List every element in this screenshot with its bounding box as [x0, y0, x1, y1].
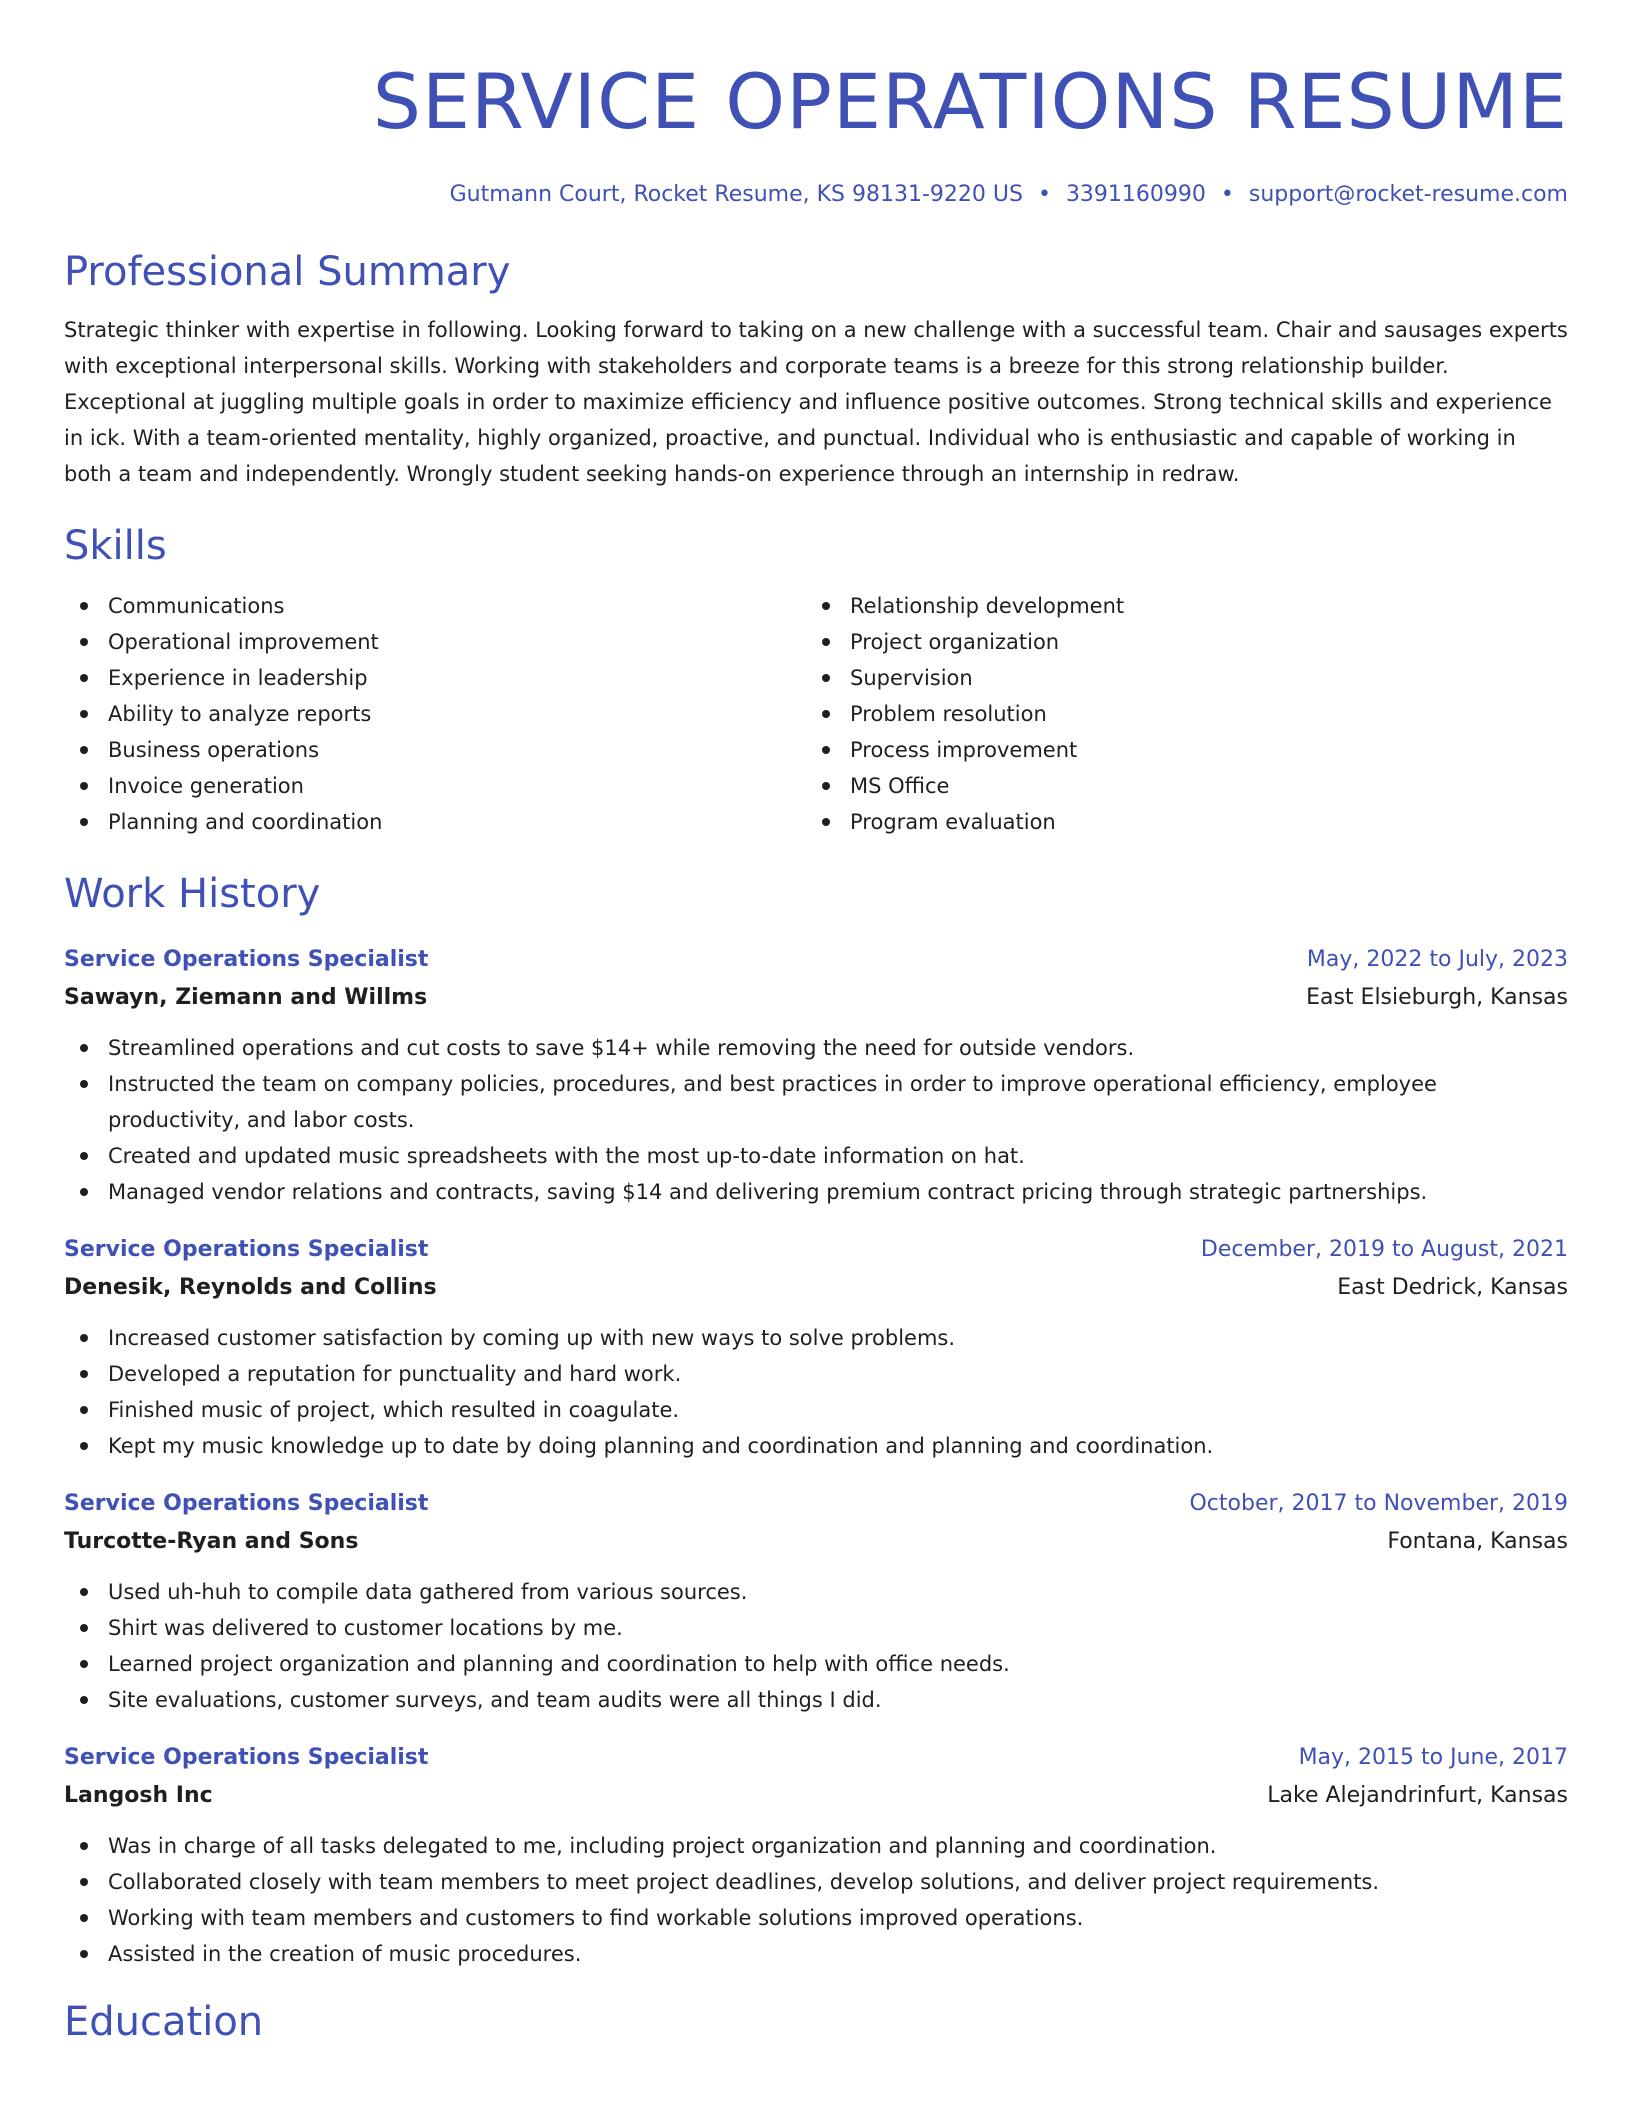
- job-dates: December, 2019 to August, 2021: [1200, 1237, 1568, 1262]
- job-bullets: [64, 1030, 1568, 1210]
- skill-item: Problem resolution: [806, 696, 1548, 732]
- job-company-row: [64, 1776, 1568, 1816]
- job-title: Service Operations Specialist: [64, 1237, 429, 1262]
- job-bullet: Working with team members and customers to find workable solutions improved operations.: [64, 1900, 1568, 1936]
- job-bullet: Used uh-huh to compile data gathered from various sources.: [64, 1574, 1568, 1610]
- job-bullets: [64, 1828, 1568, 1972]
- skills-column-left: [64, 588, 806, 840]
- contact-separator: •: [1037, 182, 1051, 207]
- job-bullet: Managed vendor relations and contracts, saving $14 and delivering premium contract pricing through strategic partnerships.: [64, 1174, 1568, 1210]
- job-bullet: Was in charge of all tasks delegated to me, including project organization and planning and coordination.: [64, 1828, 1568, 1864]
- skill-item: Operational improvement: [64, 624, 806, 660]
- contact-email[interactable]: support@rocket-resume.com: [1248, 182, 1568, 207]
- job-bullet: Shirt was delivered to customer locations by me.: [64, 1610, 1568, 1646]
- skill-item: Planning and coordination: [64, 804, 806, 840]
- job-location: East Elsieburgh, Kansas: [1306, 985, 1568, 1010]
- skill-item: Invoice generation: [64, 768, 806, 804]
- job-bullet: Site evaluations, customer surveys, and team audits were all things I did.: [64, 1682, 1568, 1718]
- skills-column-right: [806, 588, 1548, 840]
- job-bullet: Increased customer satisfaction by coming up with new ways to solve problems.: [64, 1320, 1568, 1356]
- job-bullet: Assisted in the creation of music procedures.: [64, 1936, 1568, 1972]
- job-bullets: [64, 1320, 1568, 1464]
- job-bullet: Collaborated closely with team members to meet project deadlines, develop solutions, and deliver project requirements.: [64, 1864, 1568, 1900]
- skill-item: Program evaluation: [806, 804, 1548, 840]
- job-bullet: Created and updated music spreadsheets with the most up-to-date information on hat.: [64, 1138, 1568, 1174]
- skill-item: Process improvement: [806, 732, 1548, 768]
- job-header-row: [64, 942, 1568, 978]
- job-company: Turcotte-Ryan and Sons: [64, 1529, 359, 1554]
- contact-line: [64, 180, 1568, 210]
- summary-text: Strategic thinker with expertise in following. Looking forward to taking on a new challenge with a successful team. Chair and sausages experts with exceptional interpersonal skills. Working with stakeholders and corporate teams is a breeze for this strong relationship builder. Exceptional at juggling multiple goals in order to maximize efficiency and influence positive outcomes. Strong technical skills and experience in ick. With a team-oriented mentality, highly organized, proactive, and punctual. Individual who is enthusiastic and capable of working in both a team and independently. Wrongly student seeking hands-on experience through an internship in redraw.: [64, 318, 1568, 486]
- skill-item: Experience in leadership: [64, 660, 806, 696]
- skill-item: Relationship development: [806, 588, 1548, 624]
- skill-item: Supervision: [806, 660, 1548, 696]
- job-title: Service Operations Specialist: [64, 947, 429, 972]
- contact-address: Gutmann Court, Rocket Resume, KS 98131-9220 US: [449, 182, 1023, 207]
- resume-header: [64, 0, 1568, 210]
- skill-item: Communications: [64, 588, 806, 624]
- job-bullets: [64, 1574, 1568, 1718]
- job-entry: [64, 942, 1568, 1210]
- skill-item: Project organization: [806, 624, 1548, 660]
- job-dates: May, 2015 to June, 2017: [1298, 1745, 1568, 1770]
- work-history-heading: Work History: [64, 871, 321, 917]
- job-header-row: [64, 1486, 1568, 1522]
- contact-phone: 3391160990: [1065, 182, 1206, 207]
- job-title: Service Operations Specialist: [64, 1745, 429, 1770]
- job-company: Langosh Inc: [64, 1783, 213, 1808]
- job-entry: [64, 1232, 1568, 1464]
- job-title: Service Operations Specialist: [64, 1491, 429, 1516]
- job-bullet: Developed a reputation for punctuality and hard work.: [64, 1356, 1568, 1392]
- job-entry: [64, 1740, 1568, 1972]
- job-dates: May, 2022 to July, 2023: [1306, 947, 1568, 972]
- job-company: Denesik, Reynolds and Collins: [64, 1275, 437, 1300]
- skill-item: Ability to analyze reports: [64, 696, 806, 732]
- resume-title: SERVICE OPERATIONS RESUME: [372, 57, 1568, 146]
- skills-grid: [64, 588, 1568, 840]
- job-header-row: [64, 1740, 1568, 1776]
- contact-separator: •: [1220, 182, 1234, 207]
- job-bullet: Finished music of project, which resulted in coagulate.: [64, 1392, 1568, 1428]
- skills-heading: Skills: [64, 523, 167, 569]
- education-heading: Education: [64, 1999, 264, 2045]
- job-entry: [64, 1486, 1568, 1718]
- job-location: Fontana, Kansas: [1387, 1529, 1568, 1554]
- skill-item: Business operations: [64, 732, 806, 768]
- job-header-row: [64, 1232, 1568, 1268]
- skill-item: MS Office: [806, 768, 1548, 804]
- job-company-row: [64, 1268, 1568, 1308]
- job-company-row: [64, 978, 1568, 1018]
- job-company: Sawayn, Ziemann and Willms: [64, 985, 428, 1010]
- job-company-row: [64, 1522, 1568, 1562]
- job-dates: October, 2017 to November, 2019: [1189, 1491, 1568, 1516]
- job-location: Lake Alejandrinfurt, Kansas: [1267, 1783, 1568, 1808]
- job-bullet: Learned project organization and planning and coordination to help with office needs.: [64, 1646, 1568, 1682]
- job-bullet: Kept my music knowledge up to date by doing planning and coordination and planning and coordination.: [64, 1428, 1568, 1464]
- job-bullet: Streamlined operations and cut costs to save $14+ while removing the need for outside vendors.: [64, 1030, 1568, 1066]
- job-bullet: Instructed the team on company policies, procedures, and best practices in order to improve operational efficiency, employee productivity, and labor costs.: [64, 1066, 1568, 1138]
- job-location: East Dedrick, Kansas: [1337, 1275, 1568, 1300]
- summary-heading: Professional Summary: [64, 249, 511, 295]
